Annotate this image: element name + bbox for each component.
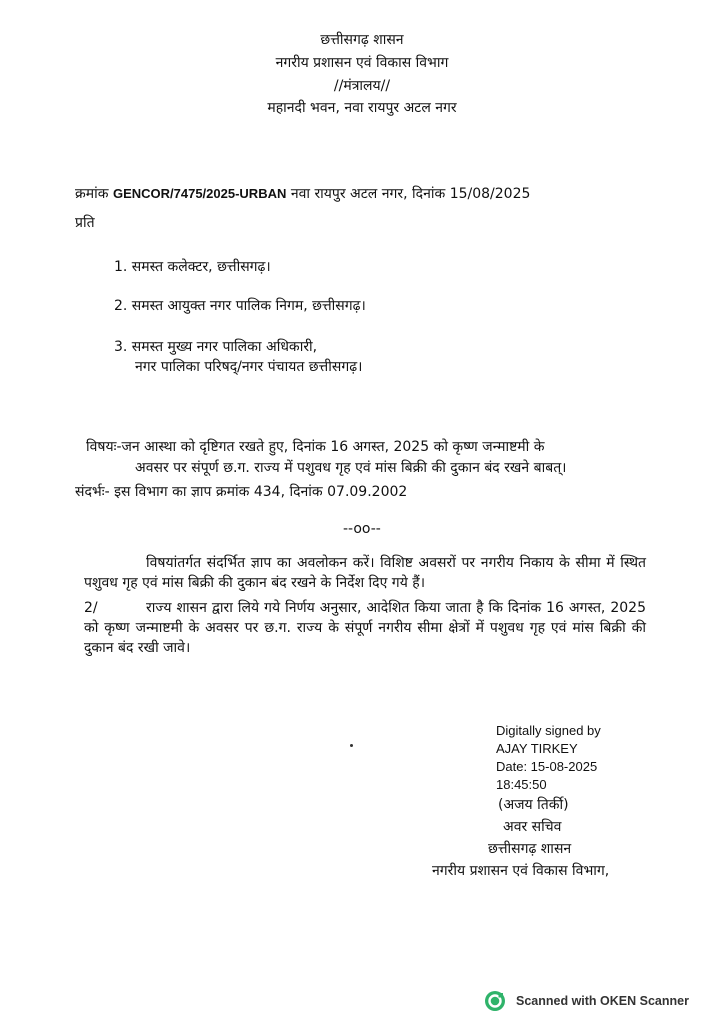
separator: --oo-- (343, 521, 381, 537)
reference-prefix: क्रमांक (75, 186, 109, 202)
paragraph-2 (84, 598, 646, 658)
scanner-text: Scanned with OKEN Scanner (516, 994, 689, 1008)
subject-line-1: विषयः-जन आस्था को दृष्टिगत रखते हुए, दिनांक 16 अगस्त, 2025 को कृष्ण जन्माष्टमी के (86, 439, 545, 455)
header-mantralaya: //मंत्रालय// (333, 78, 391, 94)
digital-signature-name: AJAY TIRKEY (496, 741, 578, 756)
signatory-name: (अजय तिर्की) (498, 797, 569, 813)
header-address: महानदी भवन, नवा रायपुर अटल नगर (267, 100, 457, 116)
digital-signature-time: 18:45:50 (496, 777, 547, 792)
prati-label: प्रति (75, 215, 95, 231)
header-govt: छत्तीसगढ़ शासन (320, 32, 404, 48)
reference-sandarbh: संदर्भः- इस विभाग का ज्ञाप क्रमांक 434, दिनांक 07.09.2002 (75, 484, 408, 500)
subject-line-2: अवसर पर संपूर्ण छ.ग. राज्य में पशुवध गृह एवं मांस बिक्री की दुकान बंद रखने बाबत्। (135, 460, 567, 476)
recipient-3: 3. समस्त मुख्य नगर पालिका अधिकारी, (114, 339, 318, 355)
recipient-1: 1. समस्त कलेक्टर, छत्तीसगढ़। (114, 259, 271, 275)
paragraph-2-text: राज्य शासन द्वारा लिये गये निर्णय अनुसार, आदेशित किया जाता है कि दिनांक 16 अगस्त, 2025 को कृष्ण जन्माष्टमी के अवसर पर छ.ग. राज्य के संपूर्ण नगरीय सीमा क्षेत्रों में पशुवध गृह एवं मांस बिक्री की दुकान बंद रखी जावे। (84, 600, 646, 656)
scanner-watermark (484, 990, 689, 1012)
reference-line (75, 184, 530, 204)
stray-dot (350, 744, 353, 747)
reference-place-date: नवा रायपुर अटल नगर, दिनांक 15/08/2025 (290, 186, 531, 202)
reference-number: GENCOR/7475/2025-URBAN (112, 186, 287, 201)
paragraph-1: विषयांतर्गत संदर्भित ज्ञाप का अवलोकन करें। विशिष्ट अवसरों पर नगरीय निकाय के सीमा में स्थित पशुवध गृह एवं मांस बिक्री की दुकान बंद रखने के निर्देश दिए गये हैं। (84, 555, 646, 591)
signatory-govt: छत्तीसगढ़ शासन (488, 841, 572, 857)
signatory-designation: अवर सचिव (503, 819, 562, 835)
paragraph-2-number: 2/ (84, 600, 98, 616)
oken-scanner-logo-icon (484, 990, 506, 1012)
header-department: नगरीय प्रशासन एवं विकास विभाग (275, 55, 449, 71)
recipient-3-continued: नगर पालिका परिषद्/नगर पंचायत छत्तीसगढ़। (135, 359, 363, 375)
recipient-2: 2. समस्त आयुक्त नगर पालिक निगम, छत्तीसगढ़। (114, 298, 366, 314)
digital-signature-line-1: Digitally signed by (496, 723, 601, 738)
signatory-department: नगरीय प्रशासन एवं विकास विभाग, (432, 863, 610, 879)
digital-signature-date: Date: 15-08-2025 (496, 759, 598, 774)
